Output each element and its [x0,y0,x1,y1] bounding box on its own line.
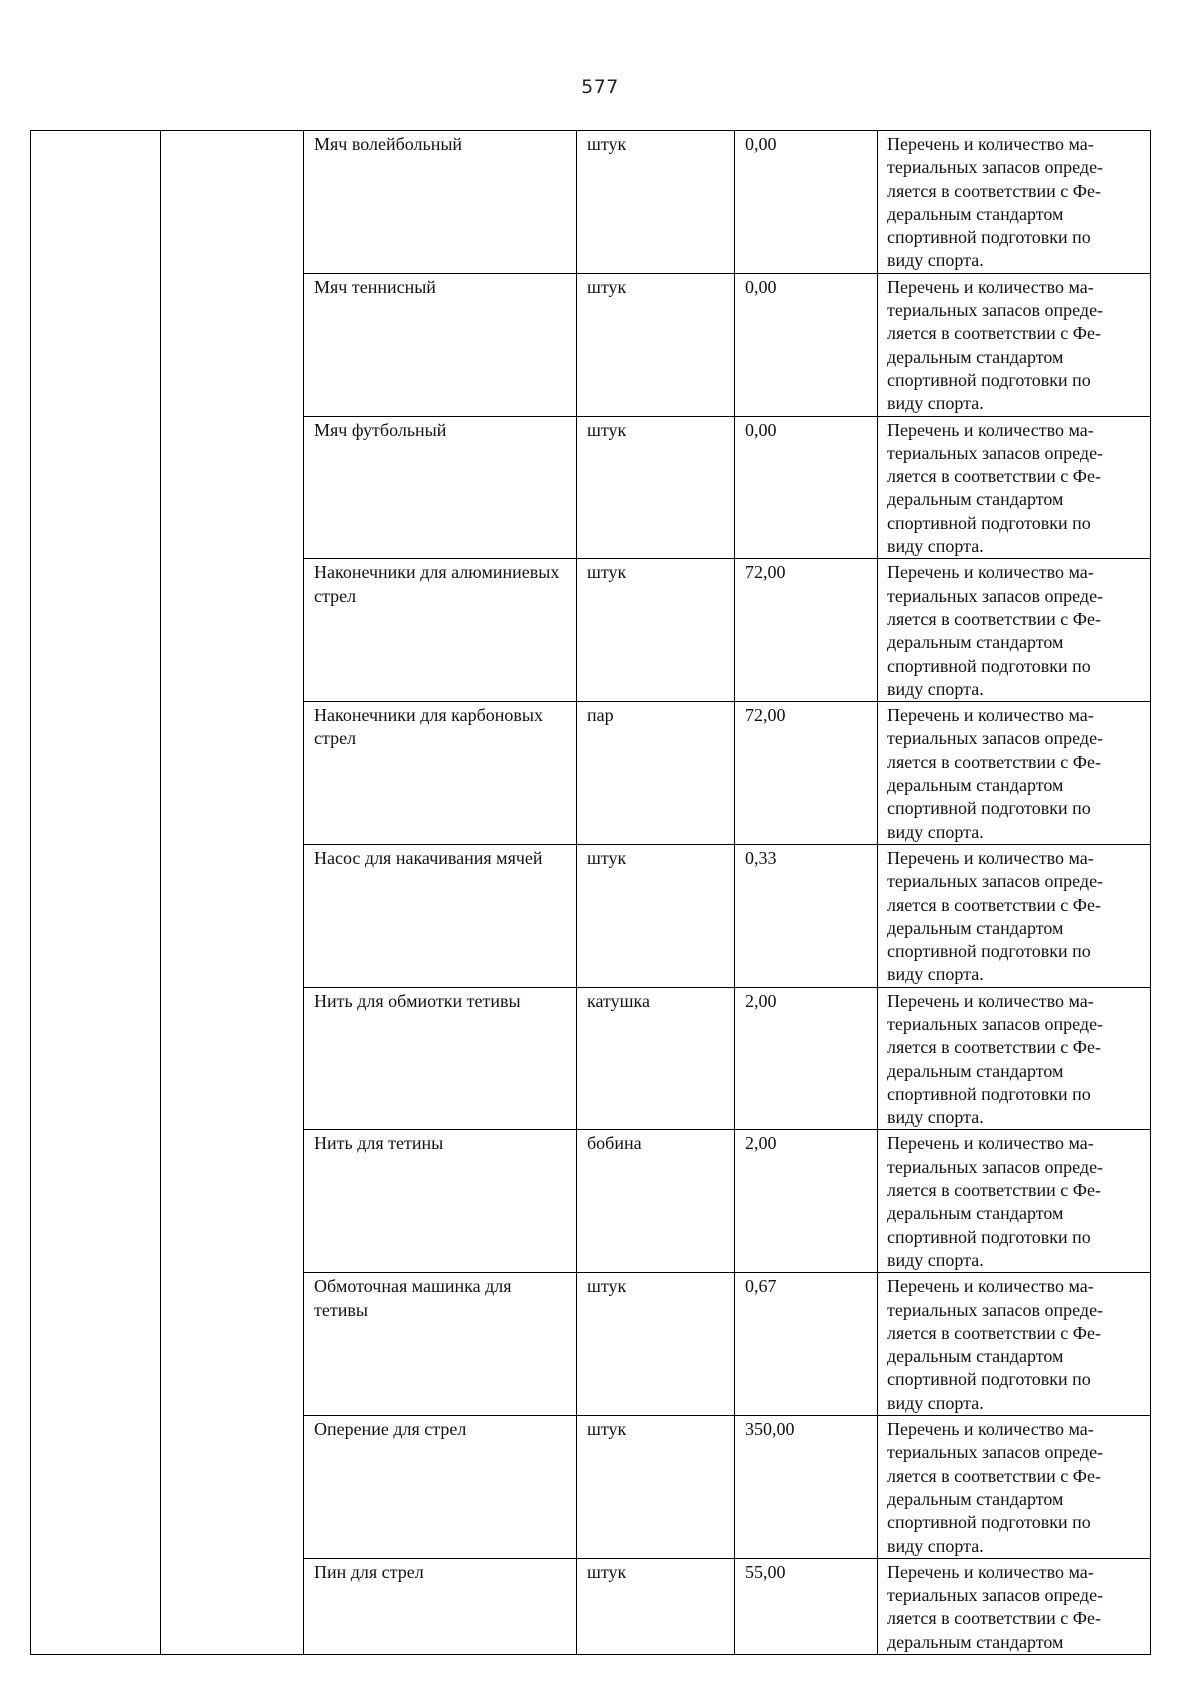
item-name-cell: Насос для накачивания мячей [304,844,577,987]
note-cell: Перечень и количество ма- териальных запасов опреде- ляется в соответствии с Фе- деральным стандартом спортивной подготовки по виду спорта. [878,1273,1151,1416]
quantity-cell: 72,00 [735,559,878,702]
quantity-cell: 2,00 [735,1130,878,1273]
note-cell: Перечень и количество ма- териальных запасов опреде- ляется в соответствии с Фе- деральным стандартом спортивной подготовки по виду спорта. [878,559,1151,702]
quantity-cell: 0,33 [735,844,878,987]
merged-empty-cell-1 [31,131,161,1655]
note-cell: Перечень и количество ма- териальных запасов опреде- ляется в соответствии с Фе- деральным стандартом спортивной подготовки по виду спорта. [878,416,1151,559]
item-name-cell: Нить для тетины [304,1130,577,1273]
unit-cell: пар [577,702,735,845]
page-number: 577 [581,76,619,98]
materials-table [30,130,1151,1655]
note-cell: Перечень и количество ма- териальных запасов опреде- ляется в соответствии с Фе- деральным стандартом спортивной подготовки по виду спорта. [878,1416,1151,1559]
note-cell: Перечень и количество ма- териальных запасов опреде- ляется в соответствии с Фе- деральным стандартом спортивной подготовки по виду спорта. [878,273,1151,416]
quantity-cell: 0,67 [735,1273,878,1416]
item-name-cell: Мяч футбольный [304,416,577,559]
unit-cell: штук [577,1273,735,1416]
unit-cell: штук [577,559,735,702]
quantity-cell: 2,00 [735,987,878,1130]
unit-cell: бобина [577,1130,735,1273]
quantity-cell: 0,00 [735,416,878,559]
item-name-cell: Наконечники для карбоновых стрел [304,702,577,845]
unit-cell: катушка [577,987,735,1130]
unit-cell: штук [577,131,735,274]
item-name-cell: Нить для обмиотки тетивы [304,987,577,1130]
unit-cell: штук [577,844,735,987]
unit-cell: штук [577,273,735,416]
item-name-cell: Наконечники для алюминиевых стрел [304,559,577,702]
quantity-cell: 0,00 [735,131,878,274]
unit-cell: штук [577,1416,735,1559]
merged-empty-cell-2 [161,131,304,1655]
note-cell: Перечень и количество ма- териальных запасов опреде- ляется в соответствии с Фе- деральным стандартом спортивной подготовки по виду спорта. [878,844,1151,987]
item-name-cell: Оперение для стрел [304,1416,577,1559]
table-row [31,131,1151,274]
quantity-cell: 55,00 [735,1558,878,1654]
note-cell: Перечень и количество ма- териальных запасов опреде- ляется в соответствии с Фе- деральным стандартом спортивной подготовки по виду спорта. [878,987,1151,1130]
unit-cell: штук [577,1558,735,1654]
unit-cell: штук [577,416,735,559]
item-name-cell: Обмоточная машинка для тетивы [304,1273,577,1416]
item-name-cell: Пин для стрел [304,1558,577,1654]
quantity-cell: 350,00 [735,1416,878,1559]
note-cell: Перечень и количество ма- териальных запасов опреде- ляется в соответствии с Фе- деральным стандартом спортивной подготовки по виду спорта. [878,1130,1151,1273]
item-name-cell: Мяч теннисный [304,273,577,416]
note-cell: Перечень и количество ма- териальных запасов опреде- ляется в соответствии с Фе- деральным стандартом спортивной подготовки по виду спорта. [878,702,1151,845]
note-cell: Перечень и количество ма- териальных запасов опреде- ляется в соответствии с Фе- деральным стандартом [878,1558,1151,1654]
quantity-cell: 72,00 [735,702,878,845]
item-name-cell: Мяч волейбольный [304,131,577,274]
note-cell: Перечень и количество ма- териальных запасов опреде- ляется в соответствии с Фе- деральным стандартом спортивной подготовки по виду спорта. [878,131,1151,274]
quantity-cell: 0,00 [735,273,878,416]
